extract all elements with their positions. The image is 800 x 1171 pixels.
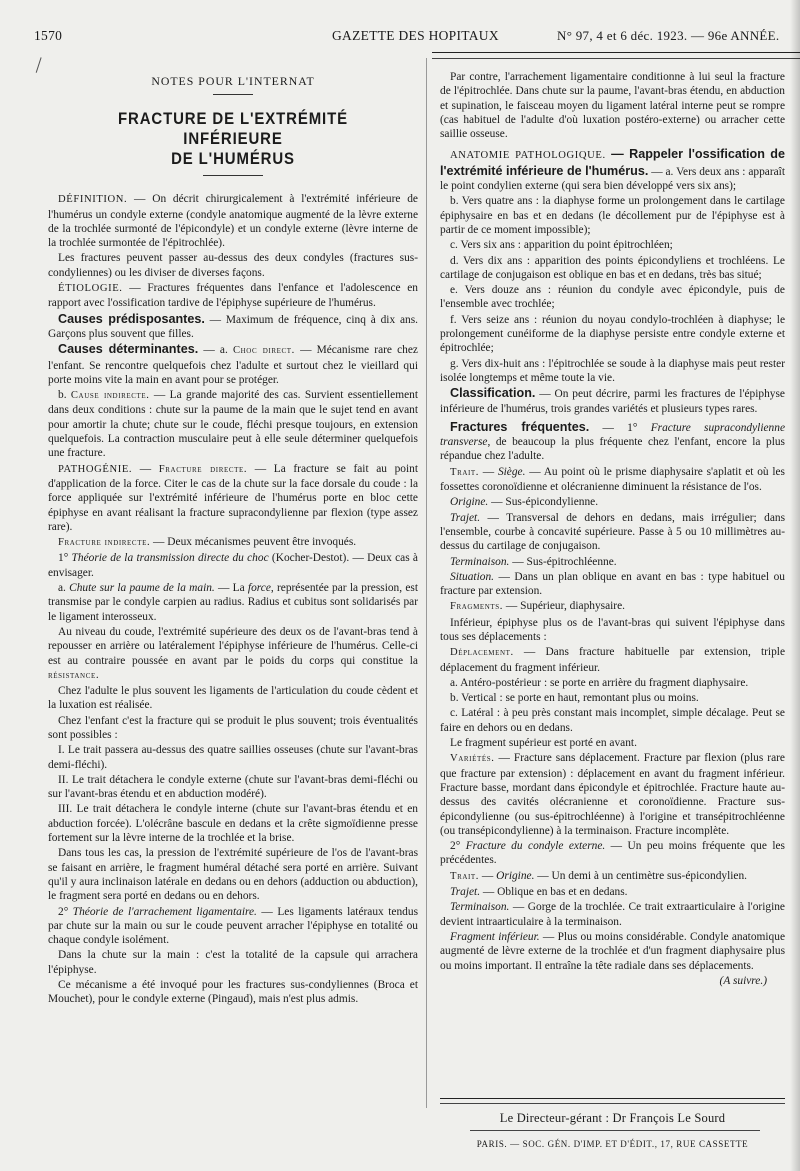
para-definition-2: Les fractures peuvent passer au-dessus des deux condyles (fractures sus-condyliennes) ou les diviser de diverses façons. (48, 252, 418, 279)
trajet-text: — Transversal de dehors en dedans, mais irrégulier; dans l'ensemble, courbe à concavité supérieure. Passe à 5 ou 10 millimètres au-dessus du cartilage de conjugaison. (440, 511, 785, 553)
para-predisposantes (48, 312, 418, 342)
para-case-ii: II. Le trait détachera le condyle externe (chute sur l'avant-bras demi-fléchi ou sur l'avant-bras étendu et en abduction modéré). (48, 773, 418, 801)
choc-direct-label: Choc direct. (232, 345, 295, 357)
section-label: NOTES POUR L'INTERNAT (151, 74, 315, 88)
ff-num: — 1° (589, 421, 651, 434)
terminaison-label: Terminaison. (450, 555, 510, 568)
fracture-directe-label: Fracture directe. (158, 463, 248, 475)
page-header (34, 28, 779, 48)
para-dep-b: b. Vertical : se porte en haut, remontant plus ou moins. (450, 692, 699, 705)
cause-indirecte-label: Cause indirecte. (70, 390, 150, 402)
etiologie-text: — Fractures fréquentes dans l'enfance et l'adolescence en rapport avec l'ossification tardive de l'épiphyse supérieure de l'humérus. (48, 282, 418, 310)
fragments-text: — Supérieur, diaphysaire. (503, 600, 626, 613)
left-column (48, 70, 418, 1008)
para-anat-d: d. Vers dix ans : apparition des points épicondyliens et trochléens. Le cartilage de conjugaison est oblique en bas et en dedans, très bas situé; (440, 254, 785, 281)
para-theorie-2 (48, 905, 418, 948)
para-niveau-coude (48, 625, 418, 683)
article-title (70, 109, 396, 169)
para-fragment-inferieur: Inférieur, épiphyse plus os de l'avant-bras qui suivent l'épiphyse dans tous ses déplacements : (440, 616, 785, 643)
varietes-text: — Fracture sans déplacement. Fracture par flexion (plus rare que fracture par extension) : déplacement en avant du fragment inférieur. Fracture basse, mordant dans épicondyle et épitrochlée. Fracture haute au-dessus des cavités olécranienne et coronoïdienne. Fracture sus-épicondylienne (ou sus-épitrochléenne) à l'origine et transépitrochléenne (ou transépicondylienne) à la terminaison. Fracture incomplète. (440, 752, 785, 837)
pathogenie-text: — La fracture se fait au point d'application de la force. Citer le cas de la chute sur la face dorsale du coude : la force appliquée sur l'extrémité inférieure de l'humérus porte en bloc cette épiphyse en avant réalisant la fracture supracondylienne par flexion (type assez rare). (48, 462, 419, 533)
para-etiologie (48, 281, 418, 311)
para-condyle-externe (440, 839, 785, 868)
page-number: 1570 (34, 28, 63, 43)
para-situation (440, 570, 785, 599)
journal-title: GAZETTE DES HOPITAUX (332, 28, 499, 43)
para-anat-c: c. Vers six ans : apparition du point épitrochléen; (450, 239, 673, 252)
determinantes-heading: Causes déterminantes. (58, 342, 199, 357)
a-text-2: , représentée par la pression, est transmise par le condyle carpien au radius. Radius et cubitus sont solidarisés par le ligament interosseux. (48, 582, 418, 623)
header-rule-thin (432, 58, 800, 59)
para-anat-e: e. Vers douze ans : réunion du condyle avec épicondyle, puis de l'ensemble avec trochlée; (440, 284, 785, 311)
deplacement-text: — Dans fracture habituelle par extension, triple déplacement du fragment inférieur. (440, 646, 785, 674)
condyle-externe-title: Fracture du condyle externe. (465, 840, 606, 853)
para-trajet (440, 511, 785, 554)
para-deplacement (440, 645, 785, 675)
para-dep-end: Le fragment supérieur est porté en avant. (450, 737, 637, 750)
margin-mark (36, 57, 48, 74)
trajet-label: Trajet. (450, 511, 481, 524)
para-chute-paume (48, 581, 418, 624)
classification-text: — On peut décrire, parmi les fractures de l'épiphyse inférieure de l'humérus, trois grandes variétés et plusieurs types rares. (440, 388, 785, 415)
header-rule (432, 52, 800, 53)
para-fragments (440, 599, 785, 614)
para-origine (440, 495, 785, 509)
anatomie-label: ANATOMIE PATHOLOGIQUE. (450, 150, 606, 162)
title-line-1: FRACTURE DE L'EXTRÉMITÉ INFÉRIEURE (118, 109, 348, 149)
para-fragment-inferieur-2 (440, 930, 785, 973)
para-par-contre: Par contre, l'arrachement ligamentaire conditionne à lui seul la fracture de l'épitrochlée. Dans chute sur la paume, l'avant-bras étendu, en abduction et supination, le faisceau moyen du ligament latéral interne peut se rompre (cas habituel de l'adulte d'où luxation postéro-externe) ou arracher cette saillie osseuse. (440, 71, 785, 141)
para-chute-main: Dans la chute sur la main : c'est la totalité de la capsule qui arrachera l'épiphyse. (48, 949, 418, 976)
theorie-1-title: Théorie de la transmission directe du choc (71, 552, 269, 565)
para-determinantes (48, 342, 418, 387)
ff-text: , de beaucoup la plus fréquente chez l'enfant, encore la plus répandue chez l'adulte. (440, 436, 785, 463)
para-theorie-1 (48, 551, 418, 580)
a-text-1: — La (214, 582, 248, 595)
niveau-end: . (95, 668, 99, 681)
theorie-1-num: 1° (58, 552, 72, 565)
para-fracture-indirecte (48, 535, 418, 550)
para-trait (440, 465, 785, 495)
trait-text: — Au point où le prisme diaphysaire s'aplatit et où les fossettes coronoïdienne et olécranienne diminuent la résistance de l'os. (440, 465, 785, 494)
para-case-iii: III. Le trait détachera le condyle interne (chute sur l'avant-bras étendu et en abduction forcée). L'olécrâne bascule en dedans et la crête sigmoïdienne presse fortement sur la lèvre interne de la trochlée et la brise. (48, 803, 418, 845)
issue-info: N° 97, 4 et 6 déc. 1923. — 96e ANNÉE. (557, 28, 780, 43)
origine-2-label: Origine. (496, 869, 535, 882)
niveau-text: Au niveau du coude, l'extrémité supérieure des deux os de l'avant-bras tend à repousser en arrière ou latéralement l'épiphyse inférieure de l'humérus. Celle-ci est au contraire poussée en avant par le poids du corps qui constitue la (48, 625, 418, 667)
a-suivre: (A suivre.) (719, 974, 767, 987)
trajet-2-text: — Oblique en bas et en dedans. (480, 886, 628, 899)
trait-2-dash: — (479, 869, 497, 882)
para-terminaison (440, 555, 785, 569)
column-divider (426, 58, 427, 1108)
force-word: force (247, 582, 271, 595)
siege-label: Siège. (497, 465, 526, 478)
theorie-2-title: Théorie de l'arrachement ligamentaire. (72, 905, 257, 918)
trait-label: Trait. (450, 466, 480, 478)
printer-line: PARIS. — SOC. GÉN. D'IMP. ET D'ÉDIT., 17, RUE CASSETTE (476, 1139, 749, 1149)
footer-rule-short (470, 1130, 760, 1131)
para-anat-f: f. Vers seize ans : réunion du noyau condylo-trochléen à diaphyse; le prolongement cunéiforme de la diaphyse persiste entre condyle externe et épitrochlée; (440, 313, 785, 355)
fractures-frequentes-heading: Fractures fréquentes. (450, 419, 590, 434)
para-anatomie (440, 147, 785, 193)
fracture-indirecte-label: Fracture indirecte. (58, 537, 151, 549)
para-trajet-2 (440, 885, 785, 899)
patho-dash: — (132, 462, 159, 475)
theorie-2-text: — Les ligaments latéraux tendus par chute sur la main ou sur le coude peuvent arracher l'épiphyse en totalité ou chaque condyle isolément. (48, 905, 418, 947)
classification-heading: Classification. (450, 386, 536, 401)
fragment-inferieur-text: — Plus ou moins considérable. Condyle anatomique augmenté de lèvre externe de la trochlée et d'un fragment diaphysaire plus ou moins important. Il entraîne la tête radiale dans ses déplacements. (440, 930, 785, 972)
situation-text: — Dans un plan oblique en avant en bas : type habituel ou fracture par extension. (440, 570, 785, 598)
para-terminaison-2 (440, 900, 785, 929)
para-dep-a: a. Antéro-postérieur : se porte en arrière du fragment diaphysaire. (450, 676, 749, 689)
section-rule (213, 94, 253, 95)
title-rule (203, 175, 263, 176)
predisposantes-heading: Causes prédisposantes. (58, 311, 205, 326)
anatomie-heading: — Rappeler l'ossification de l'extrémité inférieure de l'humérus. (440, 147, 785, 178)
para-cause-indirecte (48, 388, 418, 460)
para-mecanisme: Ce mécanisme a été invoqué pour les fractures sus-condyliennes (Broca et Mouchet), pour le condyle externe (Pingaud), mais n'est plus admis. (48, 979, 418, 1006)
indirect-b: b. (58, 389, 71, 402)
terminaison-text: — Sus-épitrochléenne. (509, 555, 617, 568)
pathogenie-label: PATHOGÉNIE. (58, 463, 133, 475)
varietes-label: Variétés. (450, 753, 495, 765)
page-edge-shadow (790, 0, 800, 1171)
f2-num: 2° (450, 840, 466, 853)
resistance-word: résistance (48, 669, 96, 681)
para-fractures-frequentes (440, 420, 785, 464)
director-line: Le Directeur-gérant : Dr François Le Sourd (499, 1111, 726, 1125)
etiologie-label: ÉTIOLOGIE. (58, 283, 123, 295)
para-tous-cas: Dans tous les cas, la pression de l'extrémité supérieure de l'os de l'avant-bras se faisant en arrière, le fragment huméral détaché sera porté en arrière. Suivant qu'il y aura inclinaison latérale en dedans ou en dehors (adduction ou abduction), le fragment sera porté en dedans ou en dehors. (48, 847, 418, 903)
para-definition (48, 192, 418, 250)
theorie-1-text: (Kocher-Destot). — Deux cas à envisager. (48, 552, 418, 579)
terminaison-2-label: Terminaison. (450, 901, 510, 914)
para-anat-g: g. Vers dix-huit ans : l'épitrochlée se soude à la diaphyse mais peut rester isolée longtemps et même toute la vie. (440, 357, 785, 384)
a-label: a. (58, 582, 70, 595)
theorie-2-num: 2° (58, 905, 73, 918)
predisposantes-text: — Maximum de fréquence, cinq à dix ans. Garçons plus souvent que filles. (48, 313, 418, 340)
situation-label: Situation. (450, 570, 494, 583)
f2-text: — Un peu moins fréquente que les précédentes. (440, 840, 785, 867)
para-pathogenie (48, 462, 418, 534)
origine-label: Origine. (450, 496, 489, 509)
chute-paume-title: Chute sur la paume de la main. (69, 582, 215, 595)
fragments-label: Fragments. (450, 601, 504, 613)
determinantes-text: — Mécanisme rare chez l'enfant. Se rencontre quelquefois chez l'adulte et surtout chez le vieillard qui porte moins vite la main en avant pour se protéger. (48, 344, 418, 386)
para-varietes (440, 751, 785, 838)
para-adulte: Chez l'adulte le plus souvent les ligaments de l'articulation du coude cèdent et la luxation est réalisée. (48, 685, 418, 712)
origine-text: — Sus-épicondylienne. (488, 496, 599, 509)
definition-text: — On décrit chirurgicalement à l'extrémité inférieure de l'humérus un condyle externe (condyle anatomique augmenté de la lèvre externe de la trochlée surmonté de l'épicondyle) et un condyle externe (lèvre interne de la trochlée surmontée de l'épitrochlée). (48, 193, 418, 250)
para-enfant: Chez l'enfant c'est la fracture qui se produit le plus souvent; trois éventualités sont possibles : (48, 714, 418, 741)
footer-rule-thin (440, 1103, 785, 1104)
para-case-i: I. Le trait passera au-dessus des quatre saillies osseuses (chute sur l'avant-bras demi-fléchi). (48, 744, 418, 771)
title-line-2: DE L'HUMÉRUS (171, 149, 295, 169)
deplacement-label: Déplacement. (450, 647, 514, 659)
footer-rule (440, 1098, 785, 1099)
terminaison-2-text: — Gorge de la trochlée. Ce trait extraarticulaire à l'origine devient intraarticulaire à la terminaison. (440, 901, 785, 928)
fragment-inferieur-label: Fragment inférieur. (450, 930, 540, 943)
right-column (440, 70, 785, 989)
supracondylienne-title: Fracture supracondylienne transverse (440, 421, 786, 449)
para-dep-c: c. Latéral : à peu près constant mais incomplet, simple décalage. Peut se faire en dehors ou en dedans. (440, 707, 785, 734)
trait-2-label: Trait. (450, 870, 480, 882)
trait-dash: — (479, 465, 498, 478)
trait-2-text: — Un demi à un centimètre sus-épicondylien. (534, 869, 748, 882)
cause-indirecte-text: — La grande majorité des cas. Survient essentiellement dans deux conditions : chute sur la paume de la main que le sujet tend en avant pour amortir la chute; chute sur le coude, fléchi presque toujours, en extension quelquefois. La contraction musculaire peut à elle seule déterminer quelquefois une fracture. (48, 389, 418, 460)
para-trait-2 (440, 869, 785, 884)
anatomie-a: — a. Vers deux ans : apparaît le point condylien externe (qui sera bien développé vers six ans); (440, 165, 786, 193)
para-classification (440, 386, 785, 416)
para-anat-b: b. Vers quatre ans : la diaphyse forme un prolongement dans le cartilage épiphysaire en bas et en dedans (le décollement pur de l'épiphyse est à partir de ce moment impossible); (440, 195, 785, 236)
det-a: — a. (198, 344, 233, 357)
trajet-2-label: Trajet. (450, 886, 481, 899)
definition-label: DÉFINITION. (58, 194, 128, 206)
fracture-indirecte-text: — Deux mécanismes peuvent être invoqués. (150, 536, 357, 549)
